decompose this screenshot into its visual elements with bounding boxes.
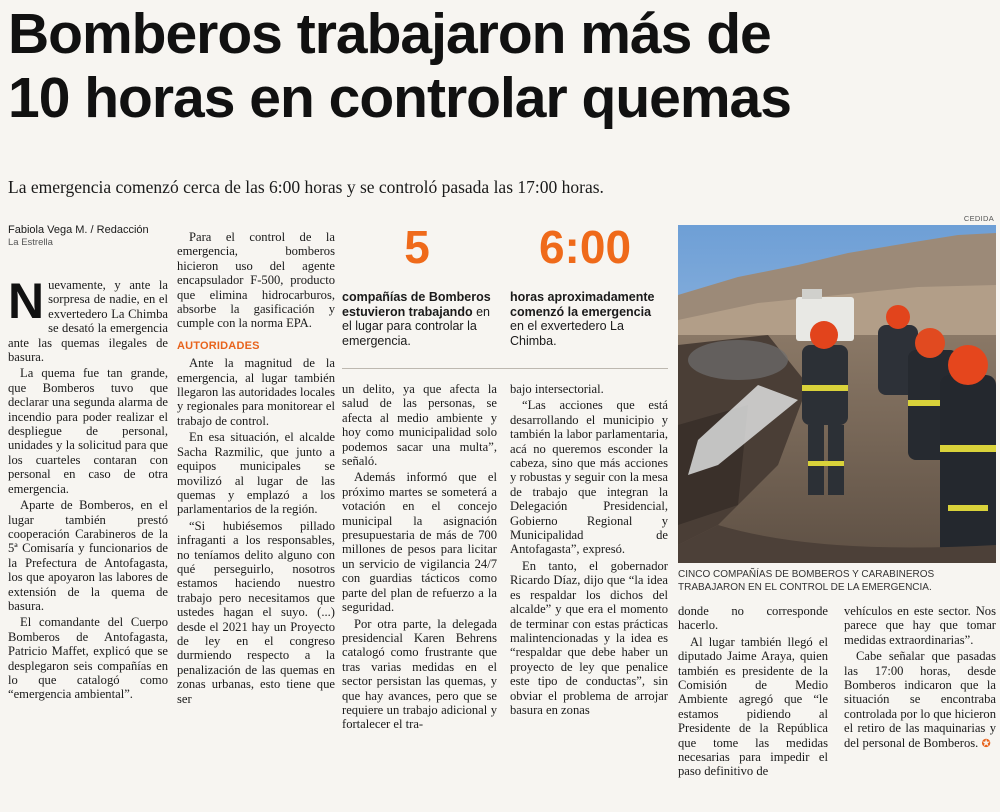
byline-author: Fabiola Vega M. / Redacción bbox=[8, 224, 149, 236]
end-of-article-mark: ✪ bbox=[981, 736, 991, 750]
article-paragraph: Ante la magnitud de la emergencia, al lugar también llegaron las autoridades locales y regionales para monitorear el trabajo de control. bbox=[177, 356, 335, 428]
article-paragraph: un delito, ya que afecta la salud de las personas, se afecta al medio ambiente y hoy como municipalidad solo podemos sacar una multa”, señaló. bbox=[342, 382, 497, 469]
stat-text-time: horas aproximadamente comenzó la emergencia en el exvertedero La Chimba. bbox=[510, 290, 655, 348]
photo-caption: CINCO COMPAÑÍAS DE BOMBEROS Y CARABINEROS TRABAJARON EN EL CONTROL DE LA EMERGENCIA. bbox=[678, 569, 935, 593]
section-heading: AUTORIDADES bbox=[177, 339, 260, 352]
article-photo bbox=[678, 225, 996, 563]
stat-text-companies: compañías de Bomberos estuvieron trabajando en el lugar para controlar la emergencia. bbox=[342, 290, 491, 348]
drop-cap: N bbox=[8, 273, 45, 329]
article-paragraph: “Si hubiésemos pillado infraganti a los responsables, no teníamos delito alguno con qué perseguirlo, nosotros estamos haciendo nuestro trabajo pero necesitamos que ustedes hagan el suyo. (...) desde el 2021 hay un Proyecto de ley en el congreso durmiendo respecto a la penalización de las quemas en zonas urbanas, esto tiene que ser bbox=[177, 518, 335, 706]
headline-line-1: Bomberos trabajaron más de bbox=[8, 2, 771, 66]
article-column-1 bbox=[8, 273, 168, 702]
article-paragraph: La quema fue tan grande, que Bomberos tuvo que declarar una segunda alarma de incendio para poder realizar el despliegue de personal, unidades y la solicitud para que los cuarteles contaran con personal en caso de otra emergencia. bbox=[8, 366, 168, 496]
article-paragraph: Para el control de la emergencia, bomberos hicieron uso del agente encapsulador F-500, producto que elimina hidrocarburos, absorbe la gasificación y cumple con la norma EPA. bbox=[177, 230, 335, 331]
byline-outlet: La Estrella bbox=[8, 237, 53, 248]
stat-number-companies: 5 bbox=[404, 221, 430, 273]
headline-line-2: 10 horas en controlar quemas bbox=[8, 66, 791, 130]
firefighters-photo-illustration bbox=[678, 225, 996, 563]
article-column-5 bbox=[678, 604, 828, 779]
article-paragraph: En tanto, el gobernador Ricardo Díaz, dijo que “la idea es respaldar los dichos del alcalde” y que era el momento de terminar con estas prácticas malintencionadas y la idea es “respaldar que debe haber un proyecto de ley que penalice este tipo de conductas”, sin obviar el problema de arrojar basura en zonas bbox=[510, 558, 668, 717]
article-paragraph: vehículos en este sector. Nos parece que hay que tomar medidas extraordinarias”. bbox=[844, 604, 996, 647]
article-paragraph: Aparte de Bomberos, en el lugar también prestó cooperación Carabineros de la 5ª Comisaría y funcionarios de la Prefectura de Antofagasta, los que apoyaron las labores de extensión de la quema de basura. bbox=[8, 498, 168, 613]
article-paragraph: Por otra parte, la delegada presidencial Karen Behrens catalogó como frustrante que tras varias medidas en el sector persistan las quemas, y que hay avances, pero que se requiere un trabajo adicional y fortalecer el tra- bbox=[342, 616, 497, 732]
article-column-6 bbox=[844, 604, 996, 751]
article-paragraph: Nuevamente, y ante la sorpresa de nadie, en el exvertedero La Chimba se desató la emergencia ante las quemas ilegales de basura. bbox=[8, 273, 168, 365]
article-paragraph: Además informó que el próximo martes se someterá a votación en el concejo municipal la asignación presupuestaria de más de 700 millones de pesos para licitar un servicio de vigilancia 24/7 con guardias tácticos como parte del plan de refuerzo a la seguridad. bbox=[342, 470, 497, 615]
article-paragraph: El comandante del Cuerpo Bomberos de Antofagasta, Patricio Maffet, explicó que se desplegaron seis compañías en lo que catalogó como “emergencia ambiental”. bbox=[8, 615, 168, 702]
stats-divider bbox=[342, 368, 668, 369]
article-paragraph: Cabe señalar que pasadas las 17:00 horas, desde Bomberos indicaron que la situación se encontraba controlada por lo que hicieron el retiro de las maquinarias y del personal de Bomberos. ✪ bbox=[844, 649, 996, 750]
article-paragraph: En esa situación, el alcalde Sacha Razmilic, que junto a equipos municipales se movilizó al lugar de las quemas y emplazó a los parlamentarios de la región. bbox=[177, 430, 335, 517]
headline bbox=[8, 2, 993, 130]
stat-number-time: 6:00 bbox=[538, 221, 632, 273]
article-paragraph: donde no corresponde hacerlo. bbox=[678, 604, 828, 633]
article-column-2 bbox=[177, 230, 335, 706]
byline bbox=[8, 224, 173, 249]
article-paragraph: “Las acciones que está desarrollando el municipio y también la labor parlamentaria, acá no queremos esconder la cabeza, sino que más acciones y robustas y seguir con la mesa de trabajo que integran la Delegación Presidencial, Gobierno Regional y Municipalidad de Antofagasta”, expresó. bbox=[510, 398, 668, 557]
photo-credit: CEDIDA bbox=[963, 214, 994, 223]
article-column-4 bbox=[510, 382, 668, 717]
article-column-3 bbox=[342, 382, 497, 732]
article-paragraph: Al lugar también llegó el diputado Jaime Araya, quien también es presidente de la Comisión de Medio Ambiente agregó que “le estamos pidiendo al Presidente de la República que tome las medidas necesarias para impedir el paso definitivo de bbox=[678, 634, 828, 779]
article-paragraph: bajo intersectorial. bbox=[510, 382, 604, 396]
subhead: La emergencia comenzó cerca de las 6:00 horas y se controló pasada las 17:00 horas. bbox=[8, 177, 604, 197]
